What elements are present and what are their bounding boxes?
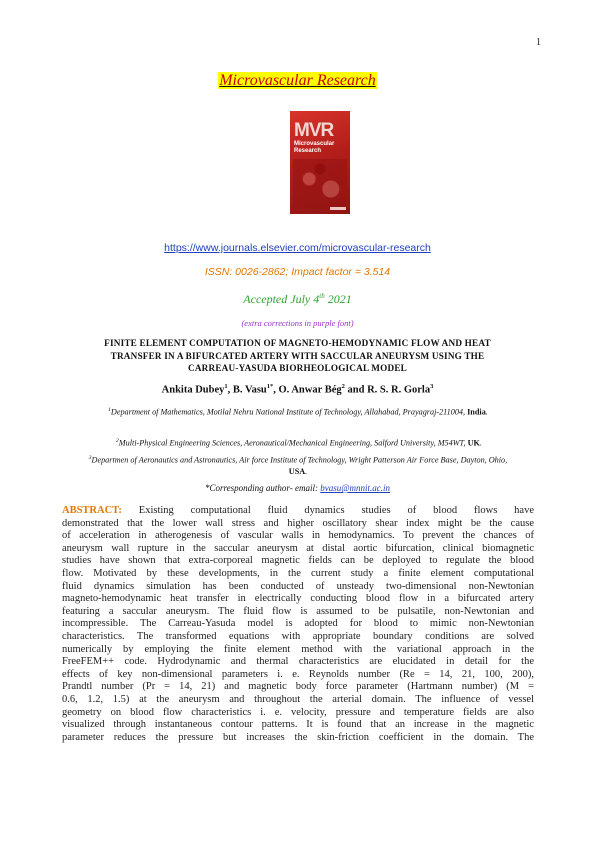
affiliation-2: $^2$Multi-Physical Engineering Sciences, Aeronautical/Mechanical Engineering, Salford University, M54WT, UK. [116, 438, 482, 448]
abstract-line: aneurysm wall rupture in the saccular aneurysm at distal aortic bifurcation, clinical biomagnetic [62, 542, 534, 554]
journal-cover-image [290, 111, 350, 214]
cover-subtitle [294, 141, 334, 155]
abstract-line: flow. Motivated by these developments, in the current study a finite element computational [62, 567, 534, 579]
abstract [62, 505, 534, 744]
abstract-line: demonstrated that the lower wall stress and higher oscillatory shear index might be the cause [62, 517, 534, 529]
author-affiliation-sup: 1 [224, 383, 228, 390]
abstract-line: fluid dynamics simulation has been conducted of unsteady two-dimensional non-Newtonian [62, 580, 534, 592]
affiliation-text: Departmen of Aeronautics and Astronautics, Air force Institute of Technology, Wright Patterson Air Force Base, Dayton, Ohio, [91, 455, 508, 465]
corresponding-email-link[interactable]: bvasu@mnnit.ac.in [320, 483, 390, 493]
author-name: R. S. R. Gorla [367, 384, 431, 396]
corresponding-author [0, 483, 595, 493]
abstract-line [62, 505, 534, 518]
journal-title [0, 72, 595, 90]
abstract-line: geometry on blood flow characteristics i. e. velocity, pressure and temperature fields are also [62, 706, 534, 718]
author-affiliation-sup: 1* [266, 383, 274, 390]
affiliation-country: UK [467, 438, 480, 448]
extra-corrections-note: (extra corrections in purple font) [241, 318, 354, 328]
abstract-line: 0.6, 1.2, 1.5) at the aneurysm and throughout the arterial domain. The influence of vessel [62, 693, 534, 705]
abstract-line: parameter reduces the pressure but increases the skin-friction coefficient in the domain. The [62, 731, 534, 743]
cover-subtitle-line1: Microvascular [294, 141, 335, 147]
accepted-prefix: Accepted July 4 [243, 292, 320, 306]
abstract-label: ABSTRACT: [62, 505, 122, 516]
abstract-line: of acceleration in atherogenesis of vascular walls in hemodynamics. To prevent the chances of [62, 530, 534, 542]
affiliation-sup: 3 [88, 455, 92, 461]
abstract-line: featuring a saccular aneurysm. The fluid flow is assumed to be pulsatile, non-Newtonian and [62, 605, 534, 617]
cover-subtitle-line2: Research [294, 148, 322, 154]
issn-impact-factor: ISSN: 0026-2862; Impact factor = 3.514 [204, 266, 391, 278]
affiliation-sup: 1 [108, 407, 111, 413]
cover-artwork [293, 159, 347, 209]
paper-title-line: TRANSFER IN A BIFURCATED ARTERY WITH SACCULAR ANEURYSM USING THE [110, 350, 485, 361]
author-separator: , [273, 384, 279, 396]
abstract-line: characteristics. The transformed equations with appropriate boundary conditions are solved [62, 630, 534, 642]
author-name: B. Vasu [232, 384, 267, 396]
accepted-sup: th [319, 292, 325, 300]
abstract-line: incompressible. The Carreau-Yasuda model is adopted for blood to mimic non-Newtonian [62, 618, 534, 630]
accepted-suffix: 2021 [324, 292, 352, 306]
cover-publisher-mark [330, 207, 346, 210]
affiliation-country: USA [288, 466, 306, 476]
affiliation-3: $^3$Departmen of Aeronautics and Astronautics, Air force Institute of Technology, Wright Patterson Air Force Base, Dayton, Ohio, USA. [88, 455, 508, 476]
author-separator: , [227, 384, 233, 396]
corresponding-label: *Corresponding author- email: [204, 483, 318, 493]
paper-title-line: CARREAU-YASUDA BIORHEOLOGICAL MODEL [187, 363, 408, 373]
abstract-line: visualized through instantaneous contour patterns. It is found that an increase in the magnetic [62, 719, 534, 731]
author-name: Ankita Dubey [161, 384, 225, 396]
cover-logo: MVR [294, 120, 334, 141]
author-name: O. Anwar Bég [278, 384, 342, 396]
abstract-line: numerically by employing the finite element method with the variational approach in the [62, 643, 534, 655]
journal-title-text: Microvascular Research [219, 72, 376, 89]
abstract-line-text: Existing computational fluid dynamics studies of blood flows have [121, 505, 534, 516]
abstract-line: magneto-hemodynamic heat transfer in electrically conducting blood flow in a bifurcated artery [62, 593, 534, 605]
author-affiliation-sup: 2 [341, 383, 345, 390]
abstract-line: Prandtl number (Pr = 14, 21) and magnetic body force parameter (Hartmann number) (M = [62, 681, 534, 693]
page-number: 1 [536, 37, 541, 48]
abstract-line: studies have shown that extra-corporeal magnetic fields can be deployed to regulate the blood [62, 555, 534, 567]
affiliation-sup: 2 [116, 438, 119, 444]
journal-url-link[interactable]: https://www.journals.elsevier.com/microvascular-research [164, 242, 431, 254]
affiliation-text: Department of Mathematics, Motilal Nehru National Institute of Technology, Allahabad, Prayagraj-211004, [110, 407, 466, 417]
abstract-line: FreeFEM++ code. Hydrodynamic and thermal characteristics are elucidated in detail for the [62, 656, 534, 668]
affiliation-text: Multi-Physical Engineering Sciences, Aeronautical/Mechanical Engineering, Salford University, M54WT, [118, 438, 466, 448]
affiliation-1: $^1$Department of Mathematics, Motilal Nehru National Institute of Technology, Allahabad, Prayagraj-211004, India. [108, 407, 488, 417]
affiliation-country: India [467, 407, 486, 417]
author-separator: and [344, 384, 368, 396]
abstract-line: effects of key non-dimensional parameters i. e. Reynolds number (Re = 14, 21, 100, 200), [62, 668, 534, 680]
paper-title-line: FINITE ELEMENT COMPUTATION OF MAGNETO-HEMODYNAMIC FLOW AND HEAT [104, 338, 491, 348]
accepted-date [0, 292, 595, 307]
author-affiliation-sup: 3 [430, 383, 434, 390]
paper-title [70, 337, 525, 375]
author-list [0, 383, 595, 396]
